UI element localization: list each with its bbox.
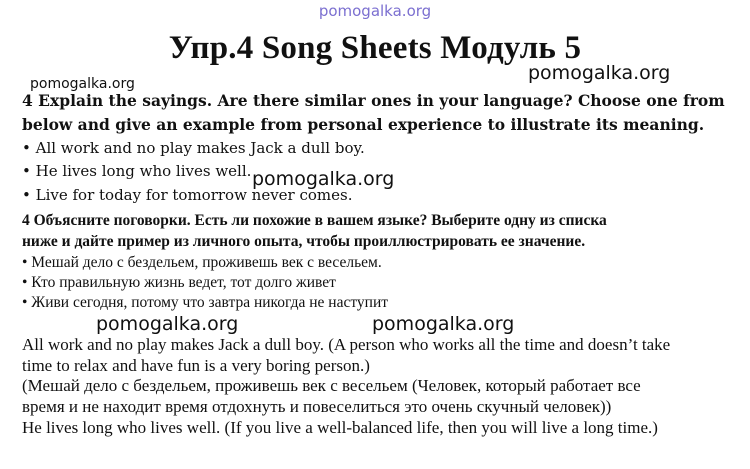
- watermark: pomogalka.org: [372, 313, 515, 335]
- task-en-bullet: • He lives long who lives well.: [22, 162, 252, 180]
- answer-line: time to relax and have fun is a very boring person.): [22, 356, 370, 375]
- watermark: pomogalka.org: [96, 313, 239, 335]
- answer-line: время и не находит время отдохнуть и повеселиться это очень скучный человек)): [22, 397, 612, 416]
- answer-line: He lives long who lives well. (If you live a well-balanced life, then you will live a long time.): [22, 418, 658, 437]
- task-en-bullet: • Live for today for tomorrow never comes.: [22, 186, 353, 204]
- page-title: Упр.4 Song Sheets Модуль 5: [168, 30, 582, 66]
- watermark: pomogalka.org: [528, 62, 671, 84]
- watermark: pomogalka.org: [30, 76, 135, 92]
- task-ru-line-1: 4 Объясните поговорки. Есть ли похожие в вашем языке? Выберите одну из списка: [22, 212, 607, 229]
- answer-line: All work and no play makes Jack a dull boy. (A person who works all the time and doesn’t take: [22, 335, 671, 354]
- task-ru-bullet: • Мешай дело с бездельем, проживешь век с весельем.: [22, 254, 382, 271]
- watermark: pomogalka.org: [252, 168, 395, 190]
- task-ru-line-2: ниже и дайте пример из личного опыта, чтобы проиллюстрировать ее значение.: [22, 233, 586, 250]
- task-en-bullet: • All work and no play makes Jack a dull boy.: [22, 139, 365, 157]
- task-en-line-1: 4 Explain the sayings. Are there similar ones in your language? Choose one from: [22, 91, 725, 110]
- answer-line: (Мешай дело с бездельем, проживешь век с весельем (Человек, который работает все: [22, 376, 641, 395]
- watermark-top: pomogalka.org: [318, 2, 432, 20]
- task-ru-bullet: • Кто правильную жизнь ведет, тот долго живет: [22, 274, 336, 291]
- task-en-line-2: below and give an example from personal experience to illustrate its meaning.: [22, 115, 705, 134]
- task-ru-bullet: • Живи сегодня, потому что завтра никогда не наступит: [22, 294, 389, 311]
